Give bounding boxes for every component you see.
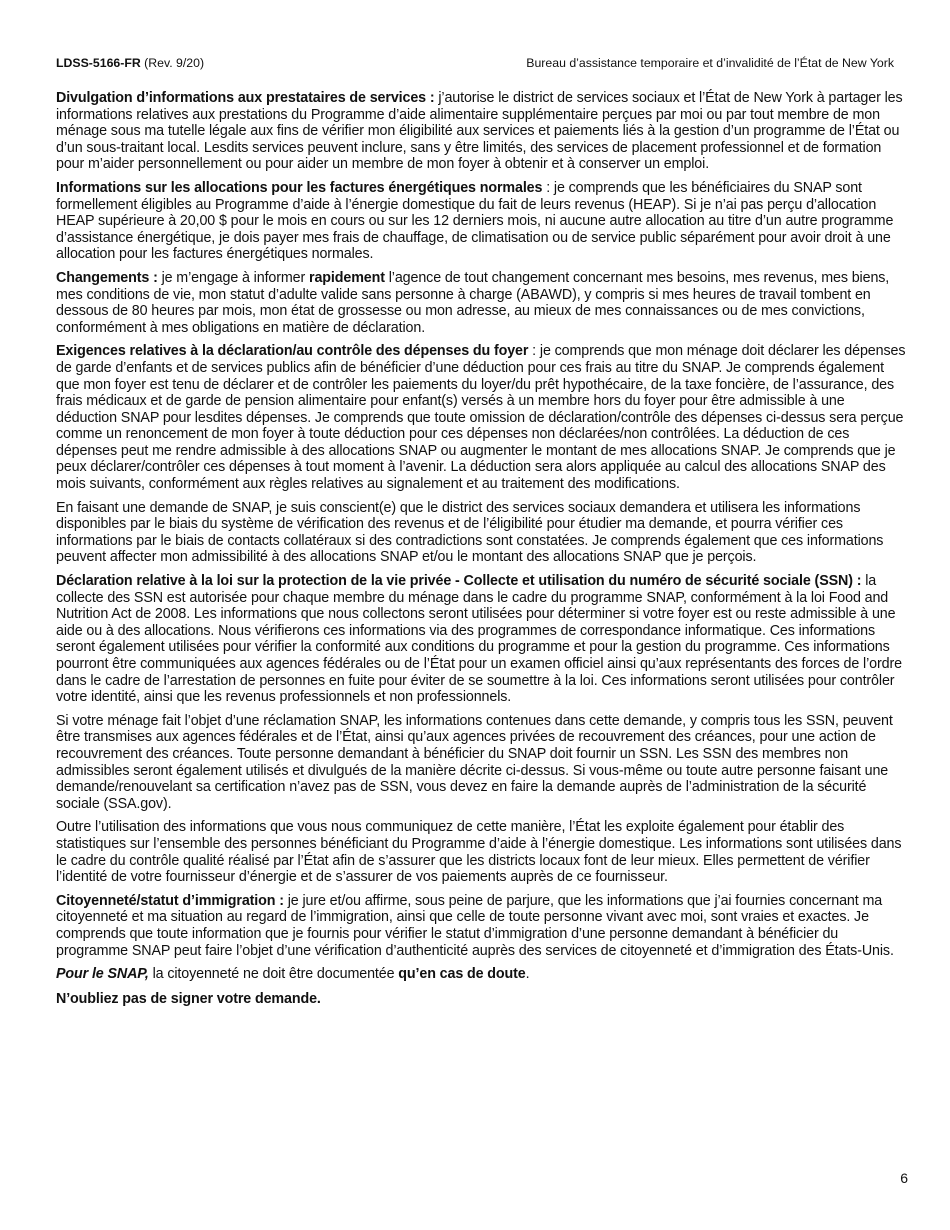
paragraph-snap-claim bbox=[56, 713, 906, 813]
text-disclosure: j’autorise le district de services sociaux et l’État de New York à partager les informations relatives aux prestations du Programme d’aide alimentaire supplémentaire perçues par moi ou par tout membre de mon ménage sous ma tutelle légale aux fins de vérifier mon éligibilité aux services et paiements liés à la gestion d’un programme de l’État ou d’un sous-traitant local. Lesdits services peuvent inclure, sans y être limités, des services de placement professionnel et de formation pour m’aider personnellement ou pour aider un membre de mon foyer à obtenir et à conserver un emploi. bbox=[56, 90, 903, 173]
heading-citizenship: Citoyenneté/statut d’immigration : bbox=[56, 892, 284, 909]
text-expense-reporting: : je comprends que mon ménage doit déclarer les dépenses de garde d’enfants et de services publics afin de bénéficier d’une déduction pour ces frais au titre du SNAP. Je comprends également que mon foyer est tenu de déclarer et de contrôler les paiements du loyer/du prêt hypothécaire, de la taxe foncière, de l’assurance, des frais médicaux et de garde de pension alimentaire pour enfant(s) versés à un membre hors du foyer pour être admissible à une déduction SNAP pour lesdites dépenses. Je comprends que toute omission de déclaration/contrôle des dépenses ci-dessus sera perçue comme un renoncement de mon foyer à toute déduction pour ces dépenses non déclarées/non contrôlées. La déduction de ces dépenses peut me rendre admissible à des allocations SNAP ou augmenter le montant de mes allocations SNAP. Je comprends que je peux déclarer/contrôler ces dépenses à tout moment à l’avenir. La déduction sera alors appliquée au calcul des allocations SNAP des mois suivants, conformément aux règles relatives au signalement et au traitement des modifications. bbox=[56, 343, 906, 493]
emphasis-changes: rapidement bbox=[309, 269, 385, 286]
text-energy-allowance: : je comprends que les bénéficiaires du SNAP sont formellement éligibles au Programme d’aide à l’énergie domestique du fait de leurs revenus (HEAP). Si je n’ai pas perçu d’allocation HEAP supérieure à 20,00 $ pour le mois en cours ou sur les 12 derniers mois, ni aucune autre allocation au titre d’un autre programme d’assistance énergétique, je dois payer mes frais de chauffage, de climatisation ou de service public séparément pour avoir droit à une allocation pour les factures énergétiques normales. bbox=[56, 179, 894, 263]
heading-privacy-ssn: Déclaration relative à la loi sur la protection de la vie privée - Collecte et utilisation du numéro de sécurité sociale (SSN) : bbox=[56, 573, 862, 590]
document-body bbox=[56, 90, 906, 1014]
text-snap-claim: Si votre ménage fait l’objet d’une réclamation SNAP, les informations contenues dans cette demande, y compris tous les SSN, peuvent être transmises aux agences fédérales et de l’État, ainsi qu’aux agences privées de recouvrement des créances, pour une action de recouvrement des créances. Toute personne demandant à bénéficier du SNAP doit fournir un SSN. Les SSN des membres non admissibles seront également utilisés et divulgués de la manière décrite ci-dessus. Si vous-même ou toute autre personne faisant une demande/renouvelant sa certification n’avez pas de SSN, vous devez en faire la demande auprès de l’administration de la sécurité sociale (SSA.gov). bbox=[56, 712, 893, 812]
agency-name: Bureau d’assistance temporaire et d’invalidité de l’État de New York bbox=[526, 56, 894, 70]
text-statistics: Outre l’utilisation des informations que vous nous communiquez de cette manière, l’État les exploite également pour établir des statistiques sur l’ensemble des personnes bénéficiant du Programme d’aide à l’énergie domestique. Les informations sont utilisées dans le cadre du contrôle qualité réalisé par l’État afin de s’assurer que les districts locaux font de leur mieux. Elles permettent de vérifier l’identité de votre fournisseur d’énergie et de s’assurer de vos paiements auprès de ce fournisseur. bbox=[56, 819, 902, 886]
text-privacy-ssn: la collecte des SSN est autorisée pour chaque membre du ménage dans le cadre du programme SNAP, conformément à la loi Food and Nutrition Act de 2008. Les informations que nous collectons seront utilisées pour déterminer si votre foyer est ou reste admissible à une aide ou à des allocations. Nous vérifierons ces informations via des programmes de correspondance informatique. Ces informations seront également utilisées pour vérifier la conformité aux conditions du programme et pour la gestion du programme. Ces informations pourront être communiquées aux agences fédérales ou de l’État pour un examen officiel ainsi qu’aux représentants des forces de l’ordre dans le cadre de l’arrestation de personnes en fuite pour éviter de se soumettre à la loi. Ces informations seront utilisées pour contrôler votre identité, ainsi que les revenus professionnels et non professionnels. bbox=[56, 573, 902, 706]
paragraph-changes bbox=[56, 270, 906, 336]
paragraph-disclosure bbox=[56, 90, 906, 173]
form-id bbox=[56, 55, 204, 71]
text-changes-before: je m’engage à informer bbox=[157, 269, 310, 286]
form-code: LDSS-5166-FR bbox=[56, 56, 141, 70]
heading-changes: Changements : bbox=[56, 269, 158, 286]
paragraph-statistics bbox=[56, 819, 906, 885]
paragraph-sign-reminder bbox=[56, 991, 906, 1008]
text-snap-documentation-after: . bbox=[525, 966, 530, 983]
paragraph-energy-allowance bbox=[56, 180, 906, 263]
paragraph-privacy-ssn bbox=[56, 573, 906, 706]
emphasis-snap-documentation: qu’en cas de doute bbox=[398, 966, 526, 983]
form-revision: (Rev. 9/20) bbox=[144, 56, 205, 70]
text-snap-documentation-before: la citoyenneté ne doit être documentée bbox=[148, 966, 399, 983]
text-changes-after: l’agence de tout changement concernant mes besoins, mes revenus, mes biens, mes conditions de vie, mon statut d’adulte valide sans personne à charge (ABAWD), y compris si mes heures de travail tombent en dessous de 80 heures par mois, mon état de grossesse ou mon adresse, au mieux de mes connaissances ou de mes convictions, conformément à mes obligations en matière de déclaration. bbox=[56, 269, 890, 336]
heading-expense-reporting: Exigences relatives à la déclaration/au contrôle des dépenses du foyer bbox=[56, 343, 529, 360]
heading-energy-allowance: Informations sur les allocations pour les factures énergétiques normales bbox=[56, 179, 543, 196]
paragraph-snap-documentation bbox=[56, 966, 906, 983]
heading-snap-documentation: Pour le SNAP, bbox=[56, 966, 149, 983]
paragraph-expense-reporting bbox=[56, 343, 906, 492]
text-income-verification: En faisant une demande de SNAP, je suis conscient(e) que le district des services sociaux demandera et utilisera les informations disponibles par le biais du système de vérification des revenus et de l’éligibilité pour étudier ma demande, et pourra vérifier ces informations par le biais de contacts collatéraux si des contradictions sont constatées. Je comprends également que ces informations peuvent affecter mon admissibilité à des allocations SNAP et/ou le montant des allocations SNAP que je perçois. bbox=[56, 499, 884, 566]
paragraph-income-verification bbox=[56, 500, 906, 566]
text-citizenship: je jure et/ou affirme, sous peine de parjure, que les informations que j’ai fournies concernant ma citoyenneté et ma situation au regard de l’immigration, ainsi que celle de toute personne vivant avec moi, sont vraies et exactes. Je comprends que toute information que je fournis pour vérifier le statut d’immigration d’une personne demandant à bénéficier du programme SNAP peut faire l’objet d’une vérification d’authenticité auprès des services de citoyenneté et d’immigration des États-Unis. bbox=[56, 892, 894, 959]
paragraph-citizenship bbox=[56, 893, 906, 959]
heading-sign-reminder: N’oubliez pas de signer votre demande. bbox=[56, 990, 321, 1007]
page-number: 6 bbox=[900, 1170, 908, 1186]
heading-disclosure: Divulgation d’informations aux prestataires de services : bbox=[56, 90, 435, 106]
